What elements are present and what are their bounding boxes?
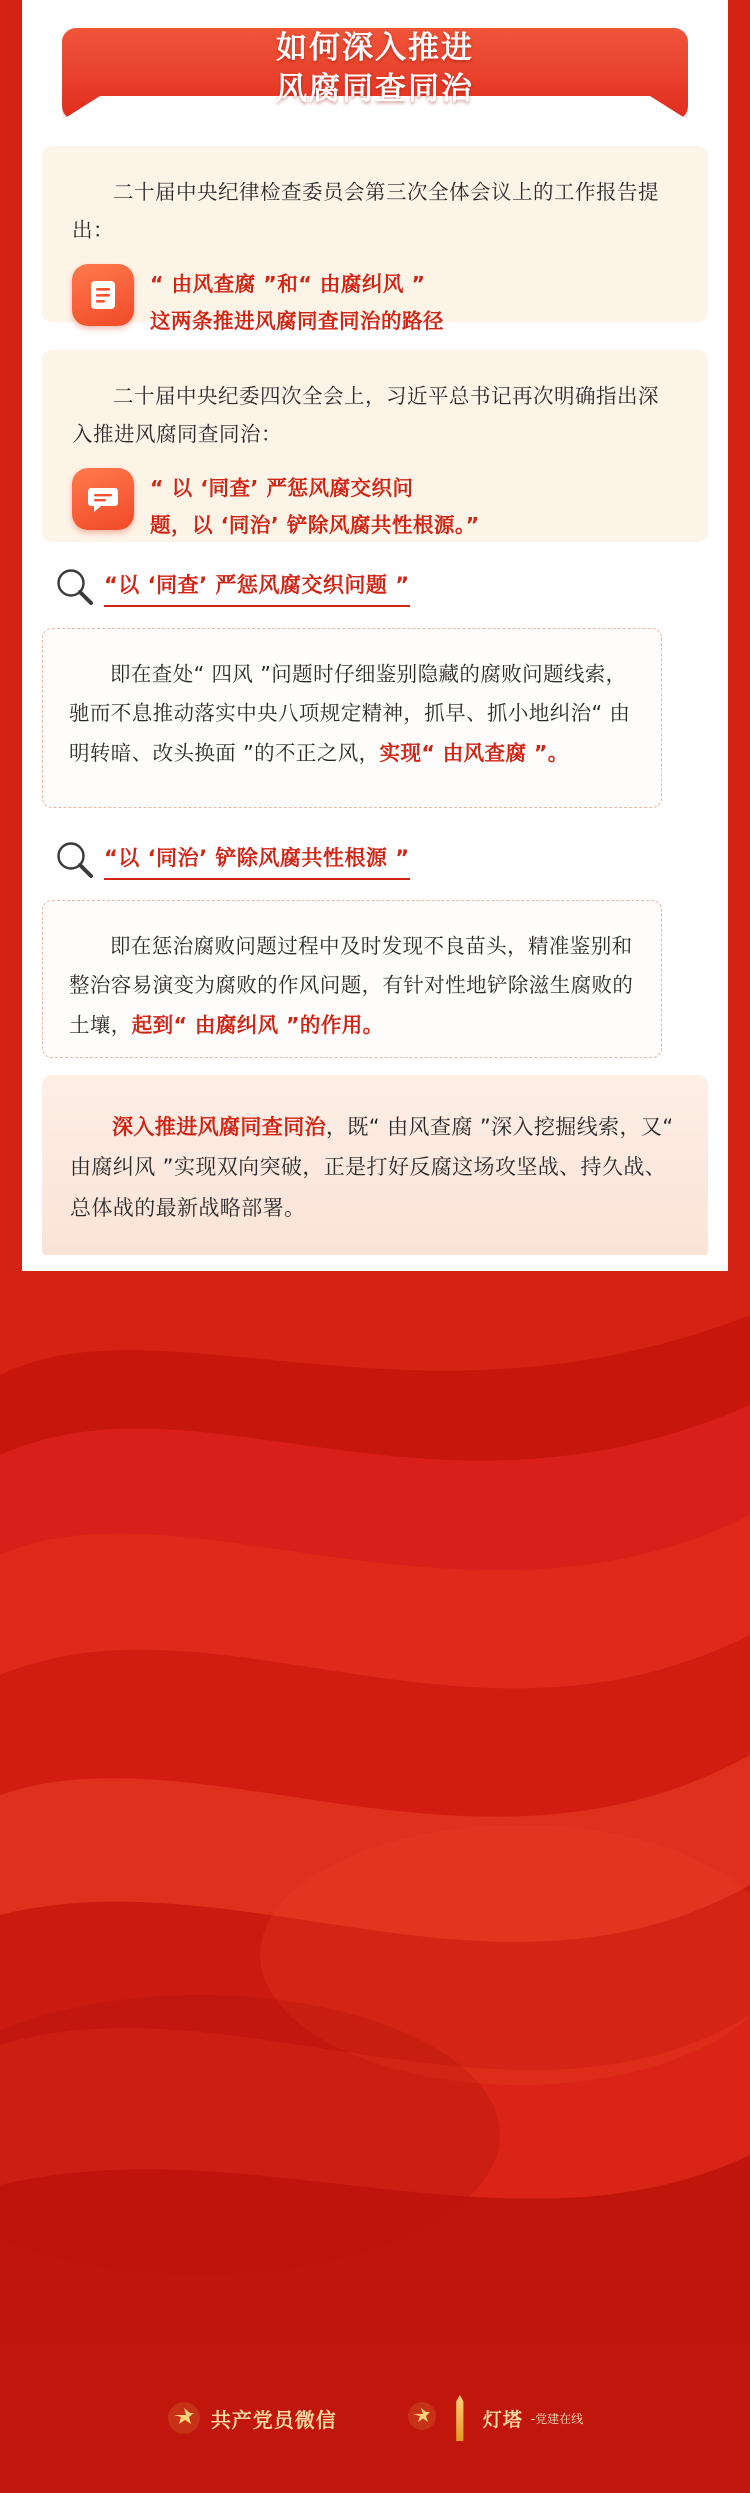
card2-quote-row [72, 468, 678, 544]
card1-quote-line1: “ 由风查腐 ”和“ 由腐纠风 ” [150, 271, 426, 296]
section2-body-highlight: 起到“ 由腐纠风 ”的作用。 [131, 1012, 384, 1037]
conclusion-highlight: 深入推进风腐同查同治 [112, 1115, 326, 1139]
brand-dengta[interactable] [407, 2395, 583, 2441]
section1-body [69, 655, 635, 773]
brand-dengta-label: 灯塔 [482, 2408, 523, 2431]
card2-quote-line2: 题，以 ‘同治’ 铲除风腐共性根源。” [150, 512, 480, 537]
brand-dengta-sublabel: -党建在线 [530, 2411, 584, 2426]
section2-body-box [42, 900, 662, 1058]
magnifier-icon [52, 565, 98, 611]
section2-body [69, 927, 635, 1045]
section1-body-highlight: 实现“ 由风查腐 ”。 [379, 740, 569, 765]
card2-lead: 二十届中央纪委四次全会上，习近平总书记再次明确指出深入推进风腐同查同治： [72, 384, 659, 446]
red-silk-decoration [0, 1255, 750, 2493]
brand-gcdy[interactable] [167, 2401, 337, 2435]
party-emblem-icon [407, 2401, 437, 2435]
card-report-2024 [42, 146, 708, 333]
header-ribbon [62, 28, 688, 120]
magnifier-icon [52, 838, 98, 884]
conclusion-text [70, 1107, 680, 1228]
section2-heading [52, 838, 692, 884]
page-title-line1: 如何深入推进 [276, 30, 474, 67]
section2-heading-text: “以 ‘同治’ 铲除风腐共性根源 ” [104, 842, 410, 880]
conclusion-box [42, 1075, 708, 1260]
tower-icon [445, 2395, 475, 2441]
party-emblem-icon [167, 2401, 201, 2435]
conclusion-rest: ，既“ 由风查腐 ”深入挖掘线索，又“ 由腐纠风 ”实现双向突破，正是打好反腐这场攻坚战、持久战、总体战的最新战略部署。 [70, 1115, 674, 1220]
speech-bubble-icon [72, 468, 134, 530]
section1-heading-text: “以 ‘同查’ 严惩风腐交织问题 ” [104, 569, 410, 607]
card1-quote-row [72, 264, 678, 340]
page-title-line2: 风腐同查同治 [276, 71, 474, 107]
section1-body-a: 即在查处“ 四风 ”问题时仔细鉴别隐藏的腐败问题线索，驰而不息推动落实中央八项规定精神，抓早、抓小地纠治“ 由明转暗、改头换面 ”的不正之风， [69, 662, 631, 765]
section1-heading [52, 565, 692, 611]
section2-body-a: 即在惩治腐败问题过程中及时发现不良苗头，精准鉴别和整治容易演变为腐败的作风问题，有针对性地铲除滋生腐败的土壤， [69, 934, 634, 1037]
section1-body-box [42, 628, 662, 808]
card-plenary-speech [42, 350, 708, 542]
card1-quote [150, 264, 444, 340]
footer-bar [0, 2343, 750, 2493]
card2-quote-line1: “ 以 ‘同查’ 严惩风腐交织问 [150, 475, 414, 500]
document-icon [72, 264, 134, 326]
brand-gcdy-label: 共产党员微信 [210, 2407, 337, 2432]
card1-lead: 二十届中央纪律检查委员会第三次全体会议上的工作报告提出： [72, 180, 659, 242]
page-title [62, 28, 688, 120]
card1-quote-line2: 这两条推进风腐同查同治的路径 [150, 308, 444, 333]
card2-quote [150, 468, 480, 544]
